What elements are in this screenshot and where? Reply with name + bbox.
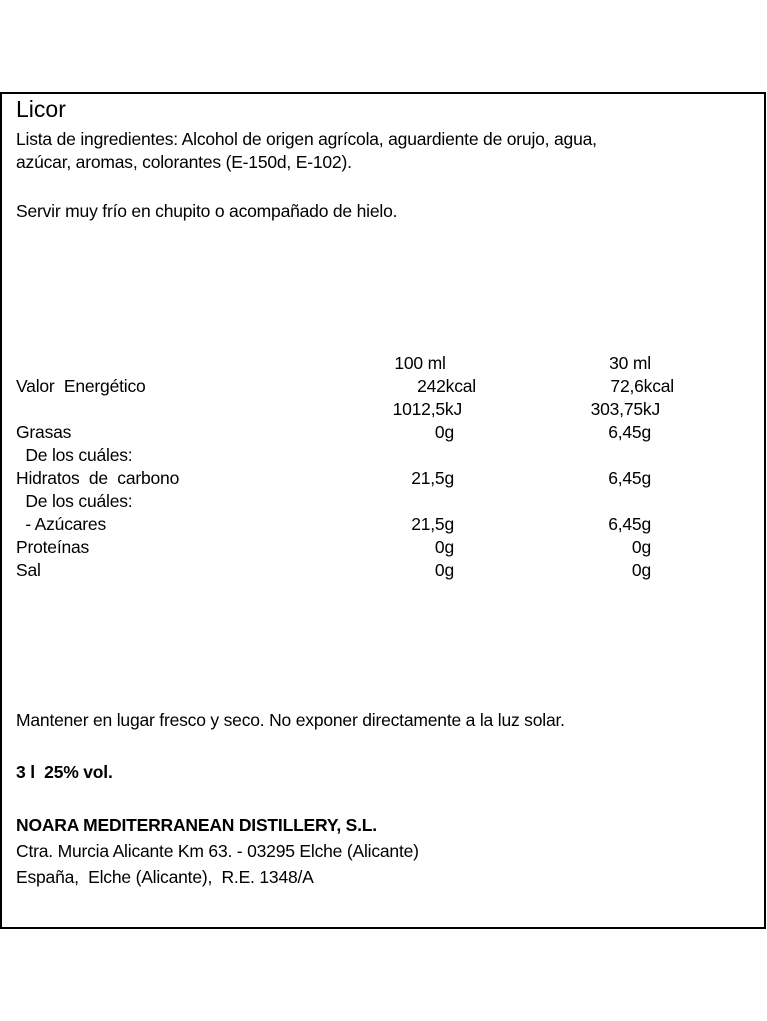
column-header-30ml: 30 ml <box>609 353 651 373</box>
product-title: Licor <box>16 96 66 122</box>
nutrition-value-30: 303,75kJ <box>590 399 660 419</box>
nutrition-value-100: 242kcal <box>417 376 476 396</box>
nutrition-value-30: 0g <box>631 537 651 557</box>
nutrition-value-100: 0g <box>434 560 454 580</box>
nutrition-label-sugars: - Azúcares <box>16 514 106 534</box>
storage-instructions: Mantener en lugar fresco y seco. No exponer directamente a la luz solar. <box>16 710 565 730</box>
nutrition-label-fat: Grasas <box>16 422 72 442</box>
nutrition-value-30: 72,6kcal <box>610 376 674 396</box>
serving-suggestion: Servir muy frío en chupito o acompañado de hielo. <box>16 201 398 221</box>
nutrition-value-30: 6,45g <box>608 514 651 534</box>
nutrition-value-100: 0g <box>434 537 454 557</box>
producer-address-line-1: Ctra. Murcia Alicante Km 63. - 03295 Elche (Alicante) <box>16 841 419 861</box>
nutrition-label-protein: Proteínas <box>16 537 90 557</box>
ingredients-line-2: azúcar, aromas, colorantes (E-150d, E-102). <box>16 152 352 172</box>
nutrition-value-30: 0g <box>631 560 651 580</box>
ingredients-line-1: Lista de ingredientes: Alcohol de origen agrícola, aguardiente de orujo, agua, <box>16 129 597 149</box>
nutrition-label-of-which: De los cuáles: <box>16 445 133 465</box>
nutrition-label-salt: Sal <box>16 560 41 580</box>
volume-abv: 3 l 25% vol. <box>16 762 113 782</box>
nutrition-value-100: 0g <box>434 422 454 442</box>
nutrition-value-100: 1012,5kJ <box>392 399 462 419</box>
nutrition-label-carbohydrates: Hidratos de carbono <box>16 468 180 488</box>
nutrition-value-30: 6,45g <box>608 468 651 488</box>
nutrition-label-of-which: De los cuáles: <box>16 491 133 511</box>
producer-address-line-2: España, Elche (Alicante), R.E. 1348/A <box>16 867 314 887</box>
column-header-100ml: 100 ml <box>394 353 446 373</box>
nutrition-value-100: 21,5g <box>411 514 454 534</box>
product-label <box>0 92 766 929</box>
producer-name: NOARA MEDITERRANEAN DISTILLERY, S.L. <box>16 815 377 835</box>
nutrition-value-30: 6,45g <box>608 422 651 442</box>
nutrition-label-energy: Valor Energético <box>16 376 146 396</box>
nutrition-value-100: 21,5g <box>411 468 454 488</box>
